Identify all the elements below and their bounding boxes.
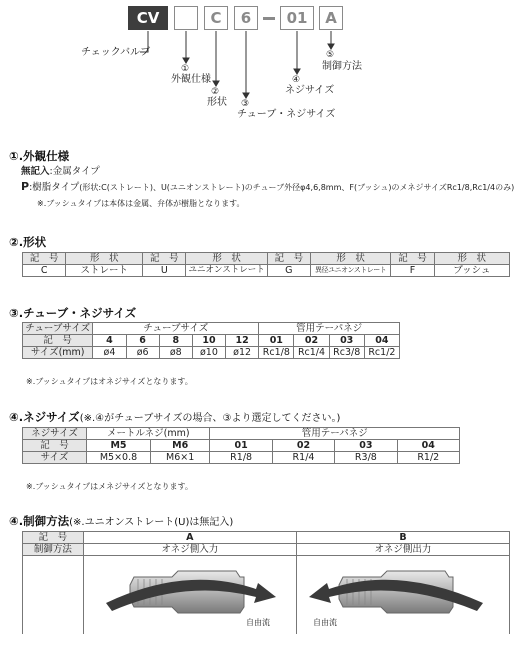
num-appearance: ① (181, 64, 190, 74)
shape-code-c: C (23, 265, 66, 277)
size-cell: M6×1 (150, 452, 210, 464)
flow-label-b: 自由流 (312, 618, 337, 627)
shape-hdr-code: 記 号 (143, 253, 186, 265)
shape-hdr-code: 記 号 (267, 253, 310, 265)
shape-value-row (23, 265, 510, 277)
num-shape: ② (211, 87, 220, 97)
size-cell: Rc1/8 (259, 347, 294, 359)
code-cell: 03 (335, 440, 397, 452)
tube-thread-table (22, 322, 400, 359)
code-cell: M6 (150, 440, 210, 452)
code-cell: M5 (87, 440, 151, 452)
size-cell: M5×0.8 (87, 452, 151, 464)
size-cell: Rc1/4 (294, 347, 329, 359)
shape-code-g: G (267, 265, 310, 277)
shape-code-u: U (143, 265, 186, 277)
tube-size-group-header: チューブサイズ (93, 323, 259, 335)
code-cell: 8 (159, 335, 192, 347)
section4-title (9, 409, 340, 425)
taper-group-header: 管用テーパネジ (210, 428, 460, 440)
section1-line1 (21, 166, 100, 178)
num-thread: ④ (292, 75, 301, 85)
section1-note: ※.ブッシュタイプは本体は金属、弁体が樹脂となります。 (37, 199, 245, 208)
num-tube-thread: ③ (241, 99, 250, 109)
shape-header-row (23, 253, 510, 265)
control-method-label: 制御方法 (23, 544, 84, 556)
control-diagram-label (23, 556, 84, 635)
valve-flow-b-diagram (299, 557, 499, 633)
control-diagram-b (296, 556, 509, 635)
section4-title-text: ④.ネジサイズ (9, 410, 80, 424)
code-cell: 04 (397, 440, 459, 452)
tube-size-header: チューブサイズ (23, 323, 93, 335)
line2-val: :樹脂タイプ (29, 182, 80, 193)
control-table (22, 531, 510, 634)
shape-hdr-code: 記 号 (391, 253, 434, 265)
line1-val: :金属タイプ (49, 166, 100, 177)
shape-hdr-shape: 形 状 (311, 253, 391, 265)
leader-lines (0, 0, 520, 120)
size-cell: ø12 (226, 347, 259, 359)
shape-table (22, 252, 510, 277)
thread-header-row (23, 428, 460, 440)
line1-key: 無記入 (21, 166, 50, 177)
code-cell: 02 (294, 335, 329, 347)
control-hdr-a: A (83, 532, 296, 544)
metric-group-header: メートルネジ(mm) (87, 428, 210, 440)
control-header-row (23, 532, 510, 544)
section1-title: ①.外観仕様 (9, 149, 70, 163)
shape-bushing: ブッシュ (434, 265, 509, 277)
control-diagram-a (83, 556, 296, 635)
size-cell: R1/4 (272, 452, 334, 464)
valve-flow-a-diagram (86, 557, 286, 633)
shape-hdr-shape: 形 状 (434, 253, 509, 265)
section3-note: ※.ブッシュタイプはオネジサイズとなります。 (26, 377, 193, 386)
code-label: 記 号 (23, 440, 87, 452)
code-cell: 01 (259, 335, 294, 347)
size-label: サイズ(mm) (23, 347, 93, 359)
code-label: 記 号 (23, 335, 93, 347)
code-box-control: A (319, 6, 343, 30)
section5-title (9, 513, 233, 529)
shape-hdr-code: 記 号 (23, 253, 66, 265)
size-cell: ø6 (126, 347, 159, 359)
control-hdr-b: B (296, 532, 509, 544)
label-tube-thread: チューブ・ネジサイズ (237, 109, 336, 120)
thread-table (22, 427, 460, 464)
code-box-tube: 6 (234, 6, 258, 30)
code-cell: 4 (93, 335, 126, 347)
label-shape: 形状 (207, 97, 227, 108)
shape-hdr-shape: 形 状 (186, 253, 267, 265)
size-label: サイズ (23, 452, 87, 464)
shape-straight: ストレート (66, 265, 143, 277)
code-box-cv: CV (128, 6, 168, 30)
size-cell: R1/8 (210, 452, 272, 464)
thread-code-row (23, 440, 460, 452)
taper-thread-group-header: 管用テーパネジ (259, 323, 400, 335)
size-cell: R3/8 (335, 452, 397, 464)
size-cell: ø8 (159, 347, 192, 359)
label-appearance: 外観仕様 (171, 74, 211, 85)
shape-reducing-union: 異径ユニオンストレート (311, 265, 391, 277)
section2-title: ②.形状 (9, 235, 47, 249)
section5-title-note: (※.ユニオンストレート(U)は無記入) (69, 517, 234, 528)
label-thread: ネジサイズ (285, 85, 335, 96)
tube-code-row (23, 335, 400, 347)
section3-title: ③.チューブ・ネジサイズ (9, 306, 137, 320)
section4-note: ※.ブッシュタイプはメネジサイズとなります。 (26, 482, 193, 491)
num-control: ⑤ (326, 50, 335, 60)
control-method-row (23, 544, 510, 556)
label-check-valve: チェックバルブ (81, 47, 151, 58)
tube-thread-header-row (23, 323, 400, 335)
tube-size-row (23, 347, 400, 359)
thread-size-header: ネジサイズ (23, 428, 87, 440)
size-cell: ø10 (192, 347, 225, 359)
size-cell: Rc3/8 (329, 347, 364, 359)
line2-note: (形状:C(ストレート)、U(ユニオンストレート)のチューブ外径φ4,6,8mm、F(ブッシュ)のメネジサイズRc1/8,Rc1/4のみ) (79, 183, 515, 192)
flow-label-a: 自由流 (245, 618, 270, 627)
section5-title-text: ④.制御方法 (9, 514, 70, 528)
code-cell: 12 (226, 335, 259, 347)
shape-code-f: F (391, 265, 434, 277)
size-cell: Rc1/2 (364, 347, 399, 359)
code-cell: 02 (272, 440, 334, 452)
control-diagram-row (23, 556, 510, 635)
shape-hdr-shape: 形 状 (66, 253, 143, 265)
code-cell: 03 (329, 335, 364, 347)
line2-key: P (21, 180, 30, 193)
section1-line2 (21, 181, 514, 194)
code-cell: 01 (210, 440, 272, 452)
size-cell: ø4 (93, 347, 126, 359)
thread-size-row (23, 452, 460, 464)
size-cell: R1/2 (397, 452, 459, 464)
control-method-a: オネジ側入力 (83, 544, 296, 556)
control-hdr-code: 記 号 (23, 532, 84, 544)
code-cell: 6 (126, 335, 159, 347)
shape-union-straight: ユニオンストレート (186, 265, 267, 277)
code-cell: 10 (192, 335, 225, 347)
label-control: 制御方法 (322, 61, 362, 72)
section4-title-note: (※.④がチューブサイズの場合、③より選定してください。) (79, 413, 341, 424)
code-box-thread: 01 (280, 6, 314, 30)
code-cell: 04 (364, 335, 399, 347)
control-method-b: オネジ側出力 (296, 544, 509, 556)
code-box-shape: C (204, 6, 228, 30)
